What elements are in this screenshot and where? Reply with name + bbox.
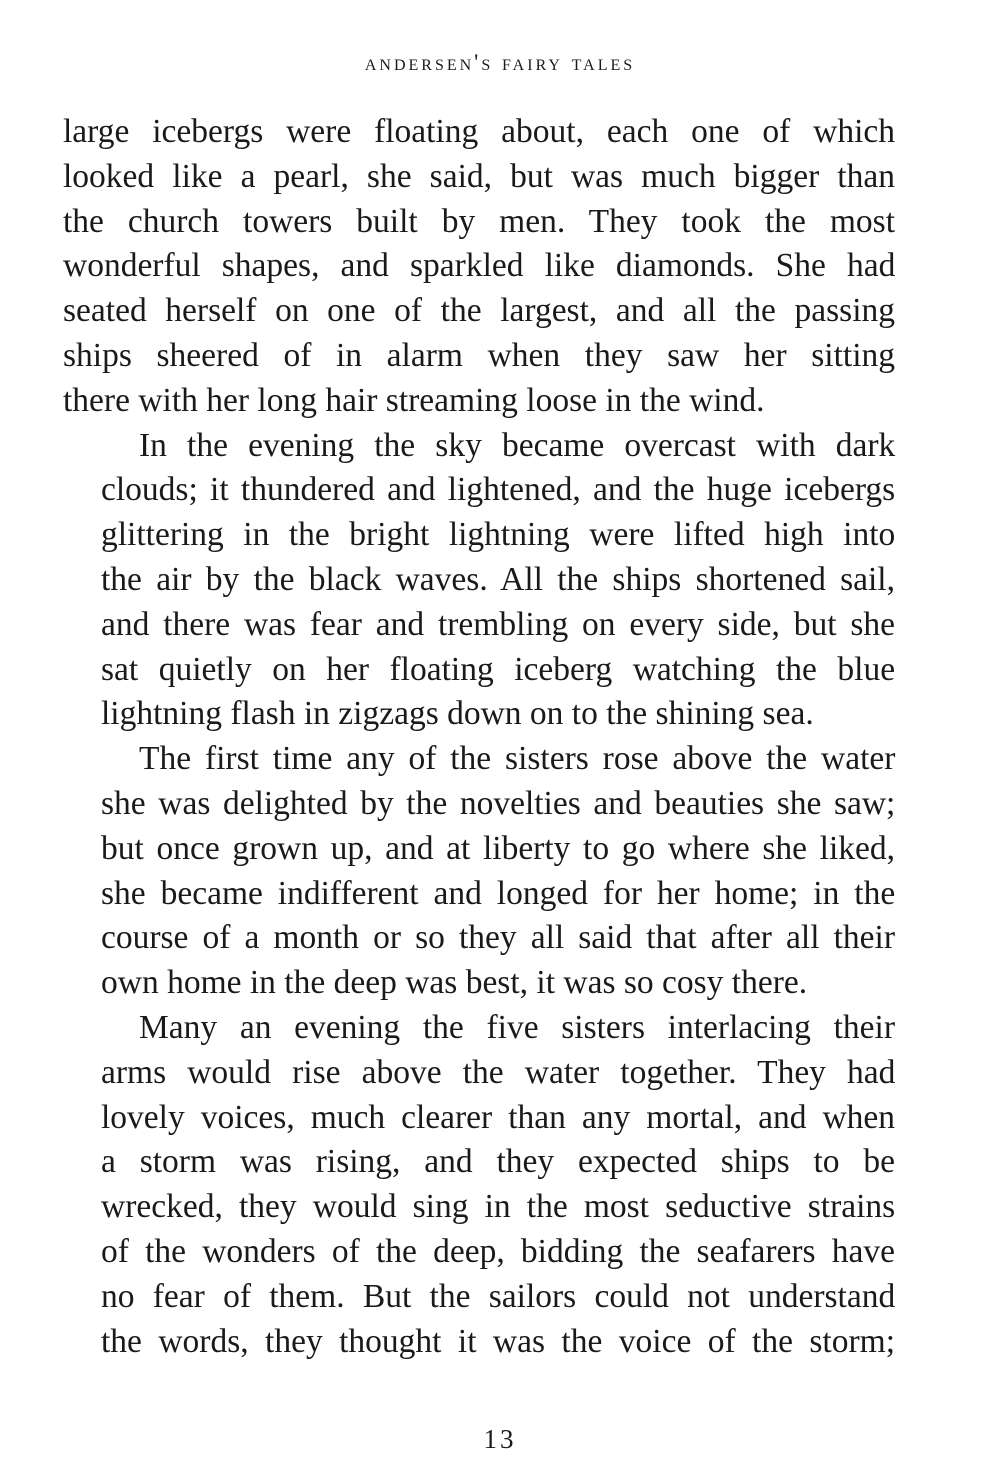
text-line: she was delighted by the novelties and beauties she saw;: [101, 784, 896, 822]
text-line: wonderful shapes, and sparkled like diamonds. She had: [63, 247, 896, 285]
text-line: clouds; it thundered and lightened, and the huge icebergs: [101, 471, 896, 509]
running-head: andersen's fairy tales: [364, 50, 636, 75]
text-line: lightning flash in zigzags down on to the shining sea.: [101, 695, 814, 733]
text-line: lovely voices, much clearer than any mortal, and when: [101, 1098, 896, 1136]
page-number: 13: [483, 1424, 517, 1454]
text-line: seated herself on one of the largest, and all the passing: [63, 292, 895, 330]
text-line: the church towers built by men. They took the most: [63, 202, 895, 240]
text-line: In the evening the sky became overcast with dark: [139, 426, 896, 464]
text-line: and there was fear and trembling on every side, but she: [101, 605, 895, 643]
text-line: sat quietly on her floating iceberg watching the blue: [101, 650, 896, 688]
text-line: the words, they thought it was the voice of the storm;: [101, 1322, 895, 1360]
text-line: a storm was rising, and they expected ships to be: [101, 1143, 895, 1181]
text-line: of the wonders of the deep, bidding the seafarers have: [101, 1232, 895, 1270]
paragraph-3: [63, 737, 895, 1006]
text-line: arms would rise above the water together. They had: [101, 1053, 896, 1091]
text-line: the air by the black waves. All the ships shortened sail,: [101, 560, 895, 598]
text-line: large icebergs were floating about, each one of which: [63, 113, 895, 150]
text-line: glittering in the bright lightning were lifted high into: [101, 516, 896, 554]
body-text: [63, 110, 895, 1364]
paragraph-1: [63, 110, 895, 424]
paragraph-2: [63, 424, 895, 738]
text-line: there with her long hair streaming loose in the wind.: [63, 381, 765, 419]
text-line: but once grown up, and at liberty to go where she liked,: [101, 829, 896, 867]
text-line: The first time any of the sisters rose above the water: [139, 740, 896, 778]
text-line: course of a month or so they all said that after all their: [101, 919, 895, 957]
text-line: wrecked, they would sing in the most seductive strains: [101, 1188, 896, 1226]
text-line: own home in the deep was best, it was so cosy there.: [101, 964, 808, 1002]
text-line: she became indifferent and longed for her home; in the: [101, 874, 896, 912]
text-line: looked like a pearl, she said, but was much bigger than: [63, 157, 895, 195]
text-line: no fear of them. But the sailors could not understand: [101, 1277, 896, 1315]
paragraph-4: [63, 1006, 895, 1364]
text-line: ships sheered of in alarm when they saw her sitting: [63, 336, 895, 374]
text-line: Many an evening the five sisters interlacing their: [139, 1008, 895, 1046]
